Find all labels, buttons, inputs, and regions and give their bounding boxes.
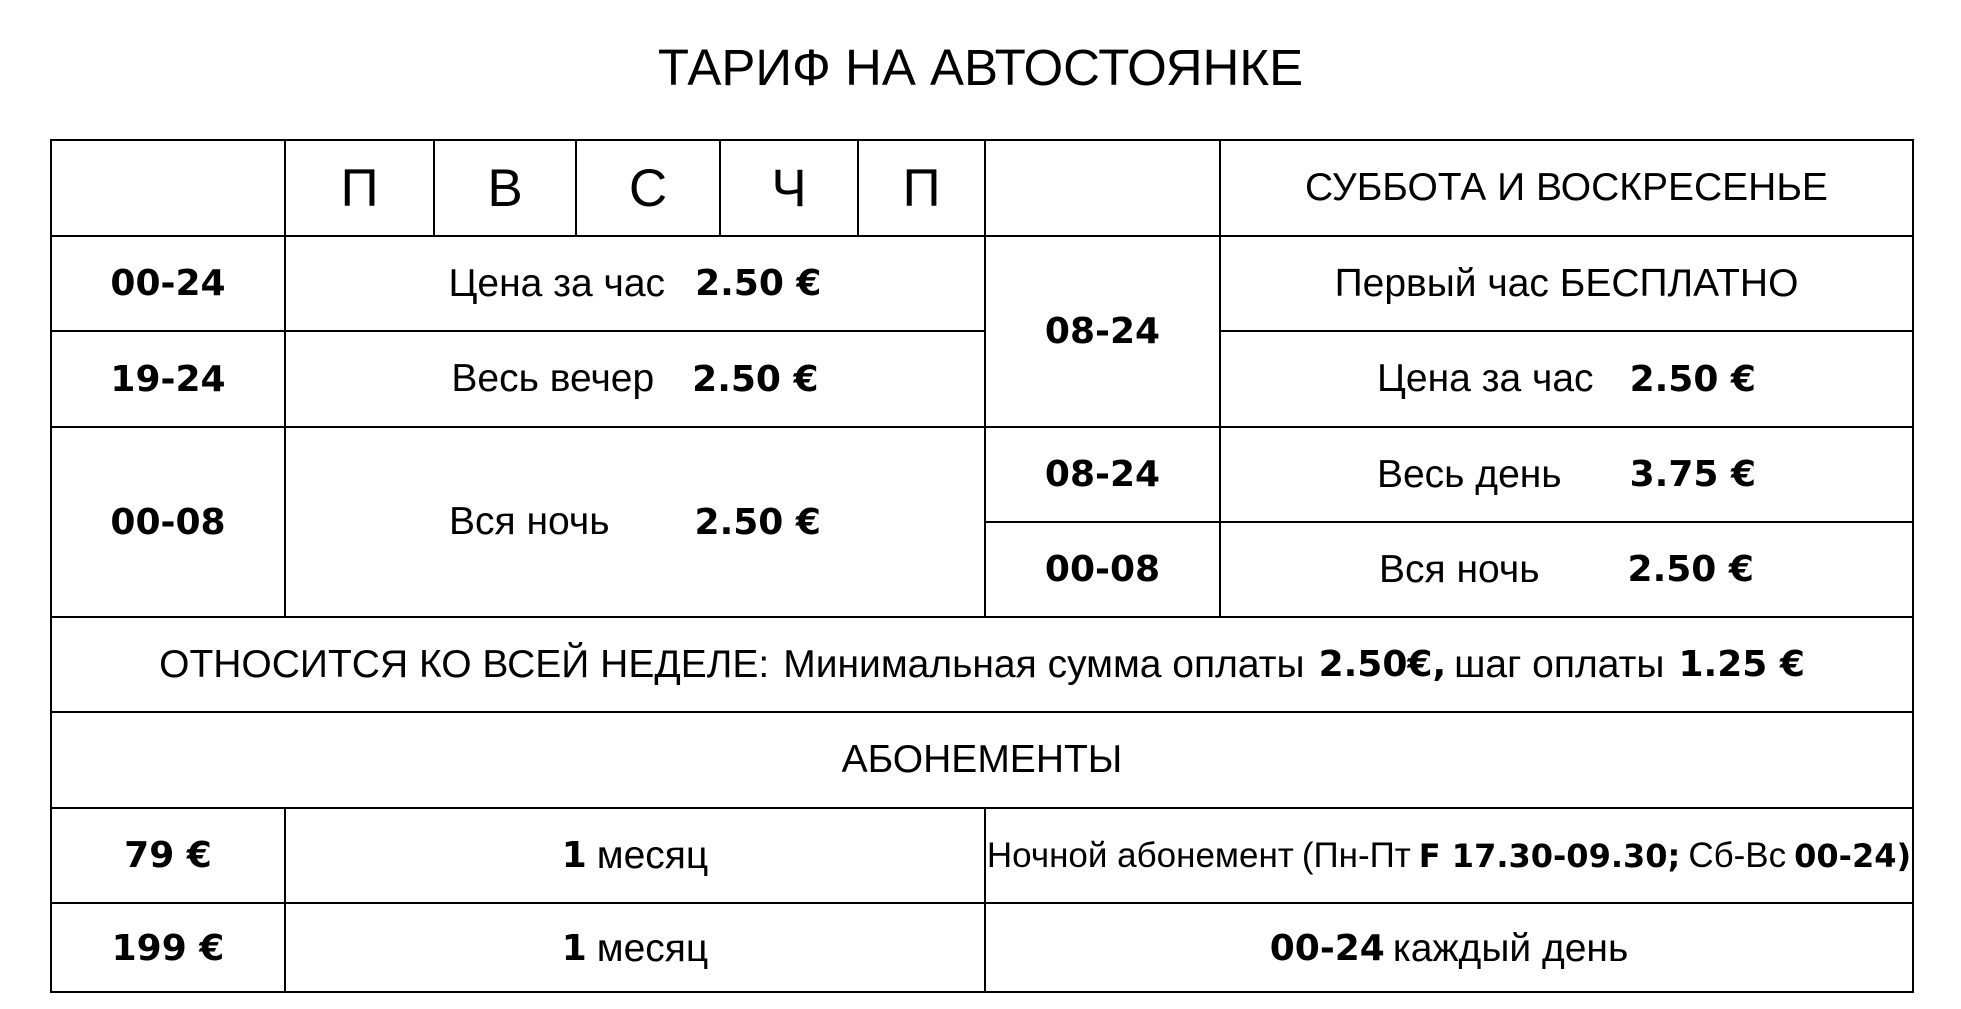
subscription-desc-2: [986, 904, 1912, 993]
rate-price: 2.50 €: [1629, 358, 1756, 400]
week-note-min-label: Минимальная сумма оплаты: [783, 642, 1305, 686]
desc-open: (Пн-Пт: [1301, 835, 1411, 875]
rate-price: 2.50 €: [1627, 549, 1754, 590]
rate-label: Весь вечер: [451, 357, 655, 400]
week-note-prefix: ОТНОСИТСЯ КО ВСЕЙ НЕДЕЛЕ:: [159, 642, 770, 686]
rate-price: 2.50 €: [692, 358, 819, 400]
desc-hours: F 17.30-09.30;: [1418, 836, 1681, 875]
week-note-step-label: шаг оплаты: [1454, 642, 1665, 686]
rate-label: Цена за час: [1377, 357, 1594, 400]
rate-label: Вся ночь: [449, 500, 610, 543]
rate-label: Весь день: [1376, 452, 1562, 496]
duration-unit: месяц: [596, 926, 709, 970]
desc-weekend: Сб-Вс: [1688, 835, 1787, 875]
weekend-rate-4: [1221, 523, 1912, 616]
subscriptions-header: АБОНЕМЕНТЫ: [841, 738, 1123, 781]
rate-label: Цена за час: [448, 261, 666, 305]
weekend-rate-3: [1221, 428, 1912, 521]
weekday-time-3: 00-08: [110, 501, 226, 543]
weekend-time-3: 00-08: [1044, 549, 1161, 590]
duration-unit: месяц: [596, 833, 709, 877]
rate-label: Вся ночь: [1379, 547, 1540, 591]
weekday-monday: П: [340, 158, 379, 218]
subscription-desc-1: [986, 809, 1912, 902]
weekday-rate-1: [286, 237, 984, 330]
duration-number: 1: [561, 928, 587, 969]
weekend-rate-2: [1221, 332, 1912, 426]
weekday-rate-2: [286, 332, 984, 426]
tariff-table: [50, 139, 1914, 993]
weekday-friday: П: [902, 158, 941, 218]
subscription-price-1: 79 €: [124, 835, 212, 876]
weekend-rate-1: Первый час БЕСПЛАТНО: [1334, 261, 1799, 305]
weekday-time-1: 00-24: [110, 263, 226, 304]
desc-close: 00-24): [1794, 836, 1912, 875]
week-note: [52, 618, 1912, 711]
desc-label: Ночной абонемент: [986, 835, 1294, 875]
week-note-min-value: 2.50€,: [1318, 644, 1447, 685]
weekday-rate-3: [286, 428, 984, 616]
subscription-price-2: 199 €: [111, 928, 225, 969]
desc-label: каждый день: [1392, 926, 1629, 970]
rate-price: 2.50 €: [695, 263, 822, 304]
rate-price: 3.75 €: [1629, 454, 1757, 495]
weekend-time-2: 08-24: [1044, 454, 1161, 495]
weekday-tuesday: В: [487, 158, 523, 218]
weekday-thursday: Ч: [771, 158, 807, 218]
weekday-time-2: 19-24: [110, 358, 226, 400]
subscription-duration-1: [286, 809, 984, 902]
page-title: ТАРИФ НА АВТОСТОЯНКЕ: [657, 39, 1304, 96]
weekday-wednesday: С: [628, 158, 668, 218]
rate-price: 2.50 €: [694, 501, 821, 543]
week-note-step-value: 1.25 €: [1678, 644, 1805, 685]
subscription-duration-2: [286, 904, 984, 993]
weekend-time-1: 08-24: [1044, 311, 1161, 352]
duration-number: 1: [561, 835, 587, 876]
weekend-header: СУББОТА И ВОСКРЕСЕНЬЕ: [1305, 166, 1828, 209]
desc-time: 00-24: [1269, 928, 1385, 969]
